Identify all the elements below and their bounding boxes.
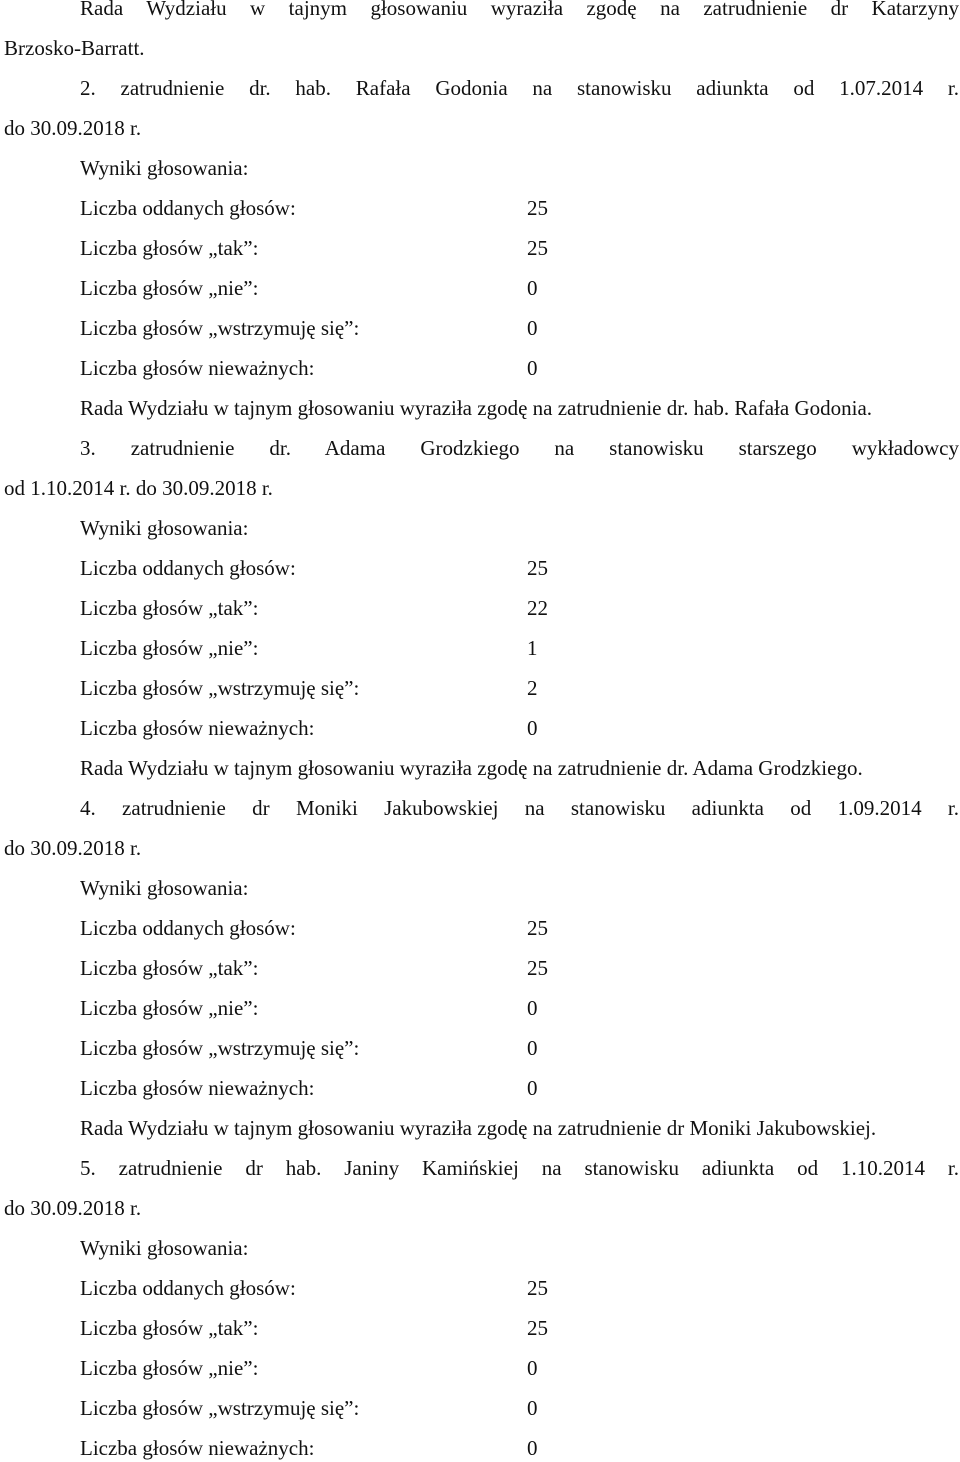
item-heading: 2. zatrudnienie dr. hab. Rafała Godonia na stanowisku adiunkta od 1.07.2014 r.: [80, 76, 959, 100]
votes-abstain-value: 0: [527, 1036, 538, 1060]
votes-invalid-label: Liczba głosów nieważnych:: [80, 1076, 315, 1100]
votes-no-value: 1: [527, 636, 538, 660]
item-heading-continued: do 30.09.2018 r.: [4, 116, 142, 140]
votes-abstain-value: 0: [527, 316, 538, 340]
votes-yes-label: Liczba głosów „tak”:: [80, 1316, 259, 1340]
resolution-text: Rada Wydziału w tajnym głosowaniu wyraziła zgodę na zatrudnienie dr. hab. Rafała Godonia.: [80, 396, 873, 420]
votes-no-value: 0: [527, 1356, 538, 1380]
votes-no-label: Liczba głosów „nie”:: [80, 276, 259, 300]
item-heading-continued: do 30.09.2018 r.: [4, 1196, 142, 1220]
results-header: Wyniki głosowania:: [80, 516, 249, 540]
votes-invalid-value: 0: [527, 716, 538, 740]
votes-yes-label: Liczba głosów „tak”:: [80, 236, 259, 260]
votes-cast-value: 25: [527, 556, 548, 580]
votes-invalid-label: Liczba głosów nieważnych:: [80, 1436, 315, 1460]
votes-no-value: 0: [527, 276, 538, 300]
votes-no-label: Liczba głosów „nie”:: [80, 636, 259, 660]
votes-abstain-value: 0: [527, 1396, 538, 1420]
votes-invalid-label: Liczba głosów nieważnych:: [80, 356, 315, 380]
votes-abstain-label: Liczba głosów „wstrzymuję się”:: [80, 676, 360, 700]
item-heading-continued: od 1.10.2014 r. do 30.09.2018 r.: [4, 476, 273, 500]
votes-abstain-label: Liczba głosów „wstrzymuję się”:: [80, 316, 360, 340]
results-header: Wyniki głosowania:: [80, 156, 249, 180]
votes-no-value: 0: [527, 996, 538, 1020]
votes-abstain-label: Liczba głosów „wstrzymuję się”:: [80, 1036, 360, 1060]
votes-yes-label: Liczba głosów „tak”:: [80, 596, 259, 620]
resolution-text: Rada Wydziału w tajnym głosowaniu wyraziła zgodę na zatrudnienie dr Moniki Jakubowskiej.: [80, 1116, 877, 1140]
votes-cast-label: Liczba oddanych głosów:: [80, 1276, 296, 1300]
item-heading: 3. zatrudnienie dr. Adama Grodzkiego na stanowisku starszego wykładowcy: [80, 436, 959, 460]
votes-yes-value: 25: [527, 956, 548, 980]
results-header: Wyniki głosowania:: [80, 1236, 249, 1260]
intro-line-2: Brzosko-Barratt.: [4, 36, 145, 60]
votes-invalid-value: 0: [527, 1076, 538, 1100]
votes-invalid-label: Liczba głosów nieważnych:: [80, 716, 315, 740]
votes-yes-value: 25: [527, 236, 548, 260]
votes-invalid-value: 0: [527, 1436, 538, 1460]
intro-line-1: Rada Wydziału w tajnym głosowaniu wyraziła zgodę na zatrudnienie dr Katarzyny: [80, 0, 959, 20]
item-heading: 5. zatrudnienie dr hab. Janiny Kamińskiej na stanowisku adiunkta od 1.10.2014 r.: [80, 1156, 959, 1180]
votes-cast-value: 25: [527, 196, 548, 220]
votes-invalid-value: 0: [527, 356, 538, 380]
votes-yes-value: 25: [527, 1316, 548, 1340]
votes-cast-label: Liczba oddanych głosów:: [80, 556, 296, 580]
votes-cast-label: Liczba oddanych głosów:: [80, 196, 296, 220]
results-header: Wyniki głosowania:: [80, 876, 249, 900]
votes-abstain-value: 2: [527, 676, 538, 700]
votes-no-label: Liczba głosów „nie”:: [80, 996, 259, 1020]
votes-abstain-label: Liczba głosów „wstrzymuję się”:: [80, 1396, 360, 1420]
votes-yes-value: 22: [527, 596, 548, 620]
votes-cast-value: 25: [527, 916, 548, 940]
votes-cast-value: 25: [527, 1276, 548, 1300]
item-heading: 4. zatrudnienie dr Moniki Jakubowskiej na stanowisku adiunkta od 1.09.2014 r.: [80, 796, 959, 820]
votes-cast-label: Liczba oddanych głosów:: [80, 916, 296, 940]
item-heading-continued: do 30.09.2018 r.: [4, 836, 142, 860]
resolution-text: Rada Wydziału w tajnym głosowaniu wyraziła zgodę na zatrudnienie dr. Adama Grodzkiego.: [80, 756, 863, 780]
votes-yes-label: Liczba głosów „tak”:: [80, 956, 259, 980]
votes-no-label: Liczba głosów „nie”:: [80, 1356, 259, 1380]
